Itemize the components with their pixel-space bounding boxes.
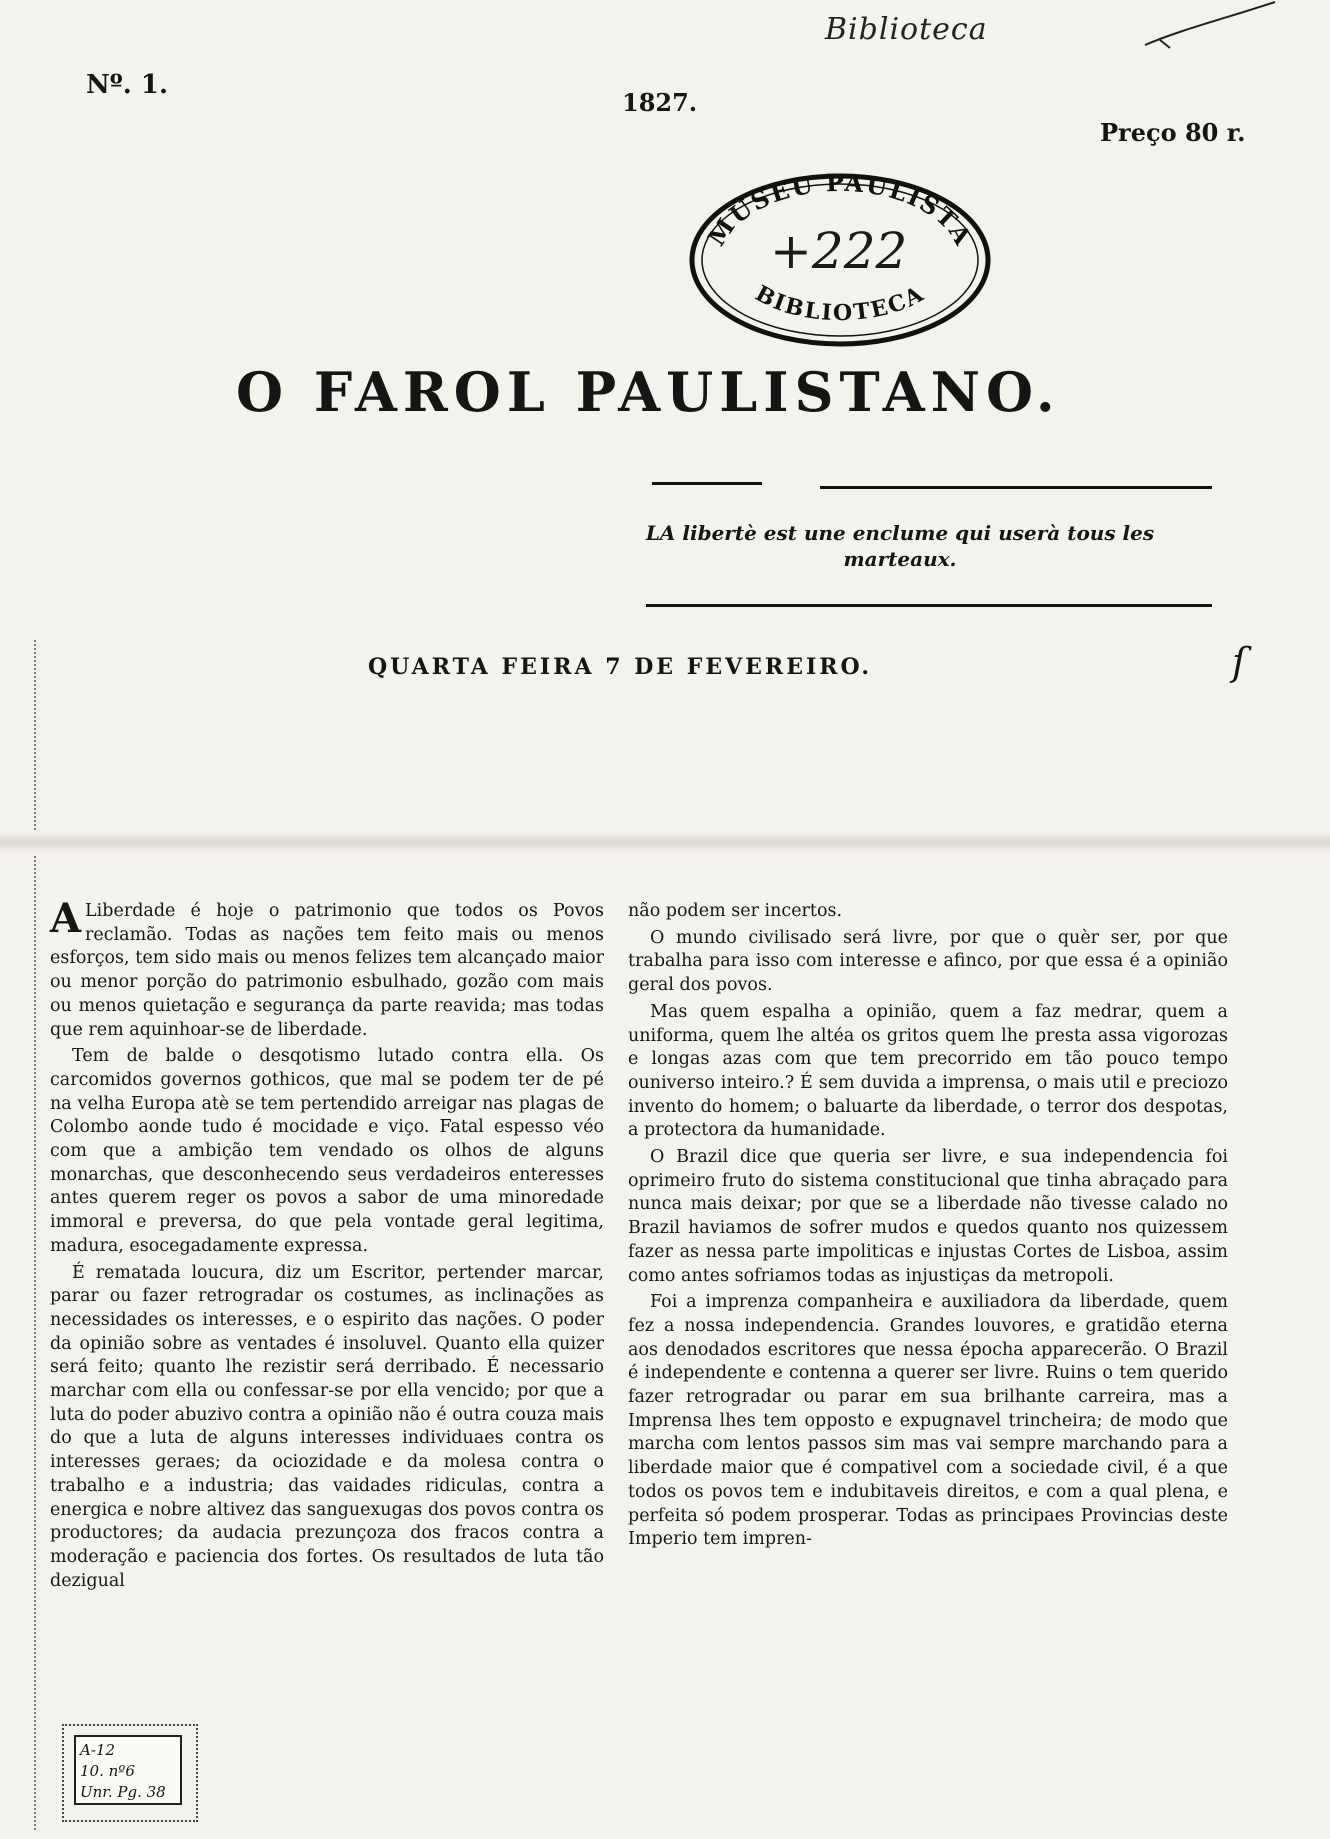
issue-price: Preço 80 r. [1100, 118, 1246, 147]
stamp-bottom-text: BIBLIOTECA [750, 280, 930, 327]
stamp-handwritten-number: +222 [770, 222, 908, 280]
library-label [74, 1735, 182, 1805]
stamp-top-text: MUSEU PAULISTA [701, 168, 979, 252]
article-paragraph: Foi a imprenza companheira e auxiliadora da liberdade, quem fez a nossa independencia. Grandes louvores, e gratidão eterna aos denodados escritores que nessa épocha apparecerão. O Brazil é independente e contenna a querer ser livre. Ruins o tem querido fazer retrogradar ou parar em sua brilhante carreira, mas a Imprensa lhes tem opposto e expugnavel trincheira; de modo que marcha com lentos passos sim mas vai sempre marchando para a liberdade maior que é compativel com a sociedade civil, é a que todos os povos tem e indubitaveis direitos, e com a qual plena, e perfeita só podem prosperar. Todas as principaes Provincias deste Imperio tem impren- [628, 1292, 1228, 1550]
margin-mark: ſ [1232, 640, 1247, 684]
page-fold [0, 832, 1330, 854]
torn-left-edge [0, 640, 36, 1830]
issue-year: 1827. [622, 88, 698, 117]
article-left-column [50, 895, 604, 1596]
svg-text:BIBLIOTECA [751, 280, 929, 326]
article-paragraph: O mundo civilisado será livre, por que o quèr ser, por que trabalha para isso com interesse e afinco, por que essa é a opinião geral dos povos. [628, 927, 1228, 996]
issue-number: Nº. 1. [86, 70, 169, 100]
rule-bottom [646, 604, 1212, 607]
article-right-column [628, 900, 1228, 1555]
article-paragraph: O Brazil dice que queria ser livre, e sua independencia foi oprimeiro fruto do sistema constitucional que tinha abraçado para nunca mais deixar; por que se a liberdade não tivesse calado no Brazil haviamos de sofrer mudos e quedos quanto nos quizessem fazer as nessa parte impoliticas e injustas Cortes de Lisboa, assim como antes sofriamos todas as injustiças da metropoli. [628, 1147, 1228, 1286]
library-label-line: A-12 [80, 1741, 115, 1759]
article-paragraph: É rematada loucura, diz um Escritor, pertender marcar, parar ou fazer retrogradar os costumes, as inclinações as necessidades os interesses, e o espirito das nações. O poder da opinião sobre as ventades é insoluvel. Quanto ella quizer será feito; quanto lhe rezistir será derribado. É necessario marchar com ella ou confessar-se por ella vencido; por que a luta do poder abuzivo contra a opinião não é outra couza mais do que a luta de alguns interesses individuaes contra os interesses geraes; da ociozidade e da molesa contra o trabalho e a industria; das vaidades ridiculas, contra a energica e nobre altivez das sanguexugas dos povos contra os productores; da audacia prezunçoza dos fracos contra a moderação e paciencia dos fortes. Os resultados de luta tão dezigual [50, 1262, 604, 1591]
library-label-line: Unr. Pg. 38 [80, 1783, 166, 1801]
rule-top-short [652, 482, 762, 485]
drop-cap: A [50, 895, 82, 942]
pen-stroke-mark [1140, 0, 1280, 60]
article-paragraph-text: Liberdade é hoje o patrimonio que todos os Povos reclamão. Todas as nações tem feito mais ou menos esforços, tem sido mais ou menos felizes tem alcançado maior ou menor porção do patrimonio esbulhado, gozão com mais ou menos quietação e segurança da parte reavida; mas todas que rem aquinhoar-se de liberdade. [50, 901, 604, 1040]
article-paragraph: Tem de balde o desqotismo lutado contra ella. Os carcomidos governos gothicos, que mal se podem ter de pé na velha Europa atè se tem pertendido arreigar nas plagas de Colombo aonde tudo é mocidade e viço. Fatal espesso véo com que a ambição tem vendado os olhos de alguns monarchas, que desconhecendo seus verdadeiros enteresses antes querem reger os povos a sabor de uma minoredade immoral e preversa, do que pela vontade geral legitima, madura, esocegadamente expressa. [50, 1046, 604, 1256]
dateline: QUARTA FEIRA 7 DE FEVEREIRO. [368, 654, 873, 680]
article-paragraph [50, 895, 604, 1042]
handwritten-note: Biblioteca [825, 12, 988, 47]
library-label-line: 10. nº6 [80, 1762, 135, 1780]
rule-top-long [820, 486, 1212, 489]
motto: LA libertè est une enclume qui userà tous les marteaux. [645, 521, 1155, 571]
article-paragraph: não podem ser incertos. [628, 901, 843, 921]
masthead-title: O FAROL PAULISTANO. [236, 360, 1061, 424]
article-paragraph: Mas quem espalha a opinião, quem a faz medrar, quem a uniforma, quem lhe altéa os gritos quem lhe presta assa vigorozas e longas azas com que tem precorrido em tão pouco tempo ouniverso inteiro.? É sem duvida a imprensa, o mais util e preciozo invento do homem; o baluarte da liberdade, o terror dos despotas, a protectora da humanidade. [628, 1001, 1228, 1141]
